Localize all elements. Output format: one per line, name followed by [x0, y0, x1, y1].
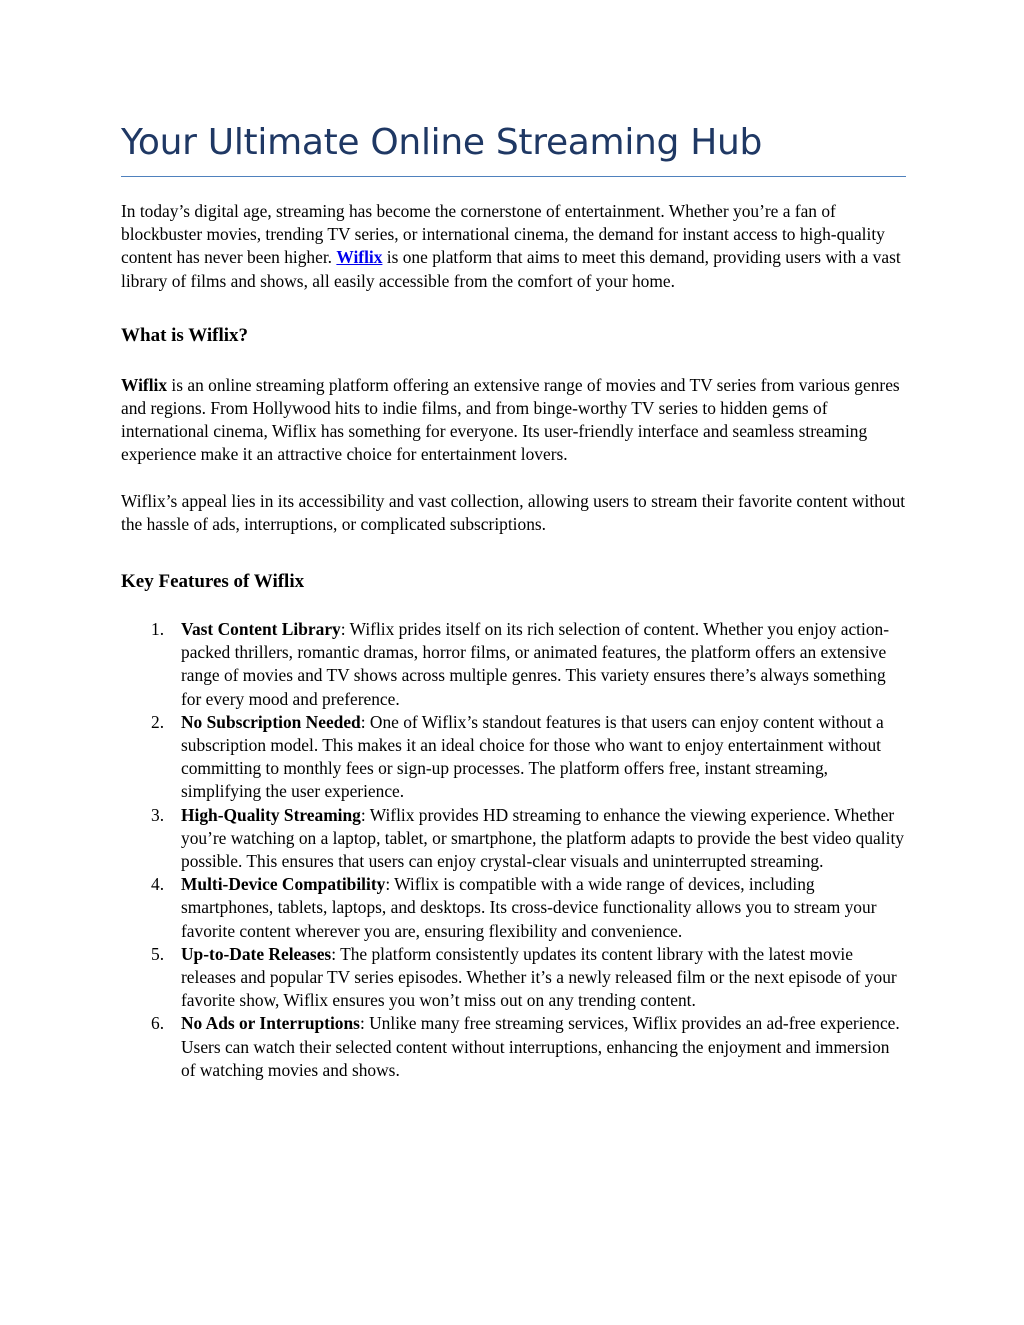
what-is-wiflix-heading: What is Wiflix? [121, 324, 249, 346]
feature-text: : Wiflix prides itself on its rich selection of content. Whether you enjoy action-packed thrillers, romantic dramas, horror films, or animated features, the platform offers an extensive range of movies and TV shows across multiple genres. This variety ensures there’s always something for every mood and preference. [181, 619, 890, 709]
feature-title: Up-to-Date Releases [181, 943, 332, 964]
feature-text: : Wiflix is compatible with a wide range of devices, including smartphones, tablets, laptops, and desktops. Its cross-device functionality allows you to stream your favorite content wherever you are, ensuring flexibility and convenience. [181, 874, 877, 941]
feature-title: Vast Content Library [181, 619, 341, 640]
list-item [121, 943, 906, 1013]
list-item [121, 711, 906, 804]
list-number: 1. [151, 619, 165, 640]
page-title: Your Ultimate Online Streaming Hub [121, 120, 906, 177]
appeal-paragraph: Wiflix’s appeal lies in its accessibility and vast collection, allowing users to stream their favorite content without the hassle of ads, interruptions, or complicated subscriptions. [121, 490, 906, 534]
what-is-wiflix-text: is an online streaming platform offering an extensive range of movies and TV series from various genres and regions. From Hollywood hits to indie films, and from binge-worthy TV series to hidden gems of international cinema, Wiflix has something for everyone. Its user-friendly interface and seamless streaming experience make it an attractive choice for entertainment lovers. [121, 374, 900, 465]
list-item [121, 1012, 906, 1082]
feature-title: High-Quality Streaming [181, 804, 361, 825]
feature-text: : One of Wiflix’s standout features is that users can enjoy content without a subscription model. This makes it an ideal choice for those who want to enjoy entertainment without committing to monthly fees or sign-up processes. The platform offers free, instant streaming, simplifying the user experience. [181, 711, 884, 802]
feature-title: No Ads or Interruptions [181, 1013, 360, 1034]
list-number: 5. [151, 943, 165, 964]
list-number: 3. [151, 804, 165, 825]
intro-text-end: is one platform that aims to meet this demand, providing users with a vast library of films and shows, all easily accessible from the comfort of your home. [121, 247, 901, 291]
key-features-heading: Key Features of Wiflix [121, 571, 305, 593]
list-item [121, 804, 906, 874]
list-item [121, 873, 906, 943]
list-item [121, 618, 906, 711]
feature-text: : The platform consistently updates its content library with the latest movie releases and popular TV series episodes. Whether it’s a newly released film or the next episode of your favorite show, Wiflix ensures you won’t miss out on any trending content. [181, 943, 897, 1011]
features-list [121, 618, 906, 1082]
intro-text-start: In today’s digital age, streaming has become the cornerstone of entertainment. Whether you’re a fan of blockbuster movies, trending TV series, or international cinema, the demand for instant access to high-quality content has never been higher. [121, 201, 885, 268]
wiflix-link[interactable]: Wiflix [336, 247, 383, 268]
wiflix-bold: Wiflix [121, 374, 168, 395]
list-number: 6. [151, 1013, 165, 1034]
document-page [121, 120, 906, 1082]
feature-text: : Unlike many free streaming services, Wiflix provides an ad-free experience. Users can watch their selected content without interruptions, enhancing the enjoyment and immersion of watching movies and shows. [181, 1013, 900, 1080]
list-number: 4. [151, 874, 165, 895]
list-number: 2. [151, 711, 165, 732]
feature-text: : Wiflix provides HD streaming to enhance the viewing experience. Whether you’re watching on a laptop, tablet, or smartphone, the platform adapts to provide the best video quality possible. This ensures that users can enjoy crystal-clear visuals and uninterrupted streaming. [181, 804, 904, 872]
intro-paragraph [121, 200, 906, 293]
what-is-wiflix-paragraph [121, 374, 906, 467]
feature-title: No Subscription Needed [181, 711, 361, 732]
feature-title: Multi-Device Compatibility [181, 874, 386, 895]
